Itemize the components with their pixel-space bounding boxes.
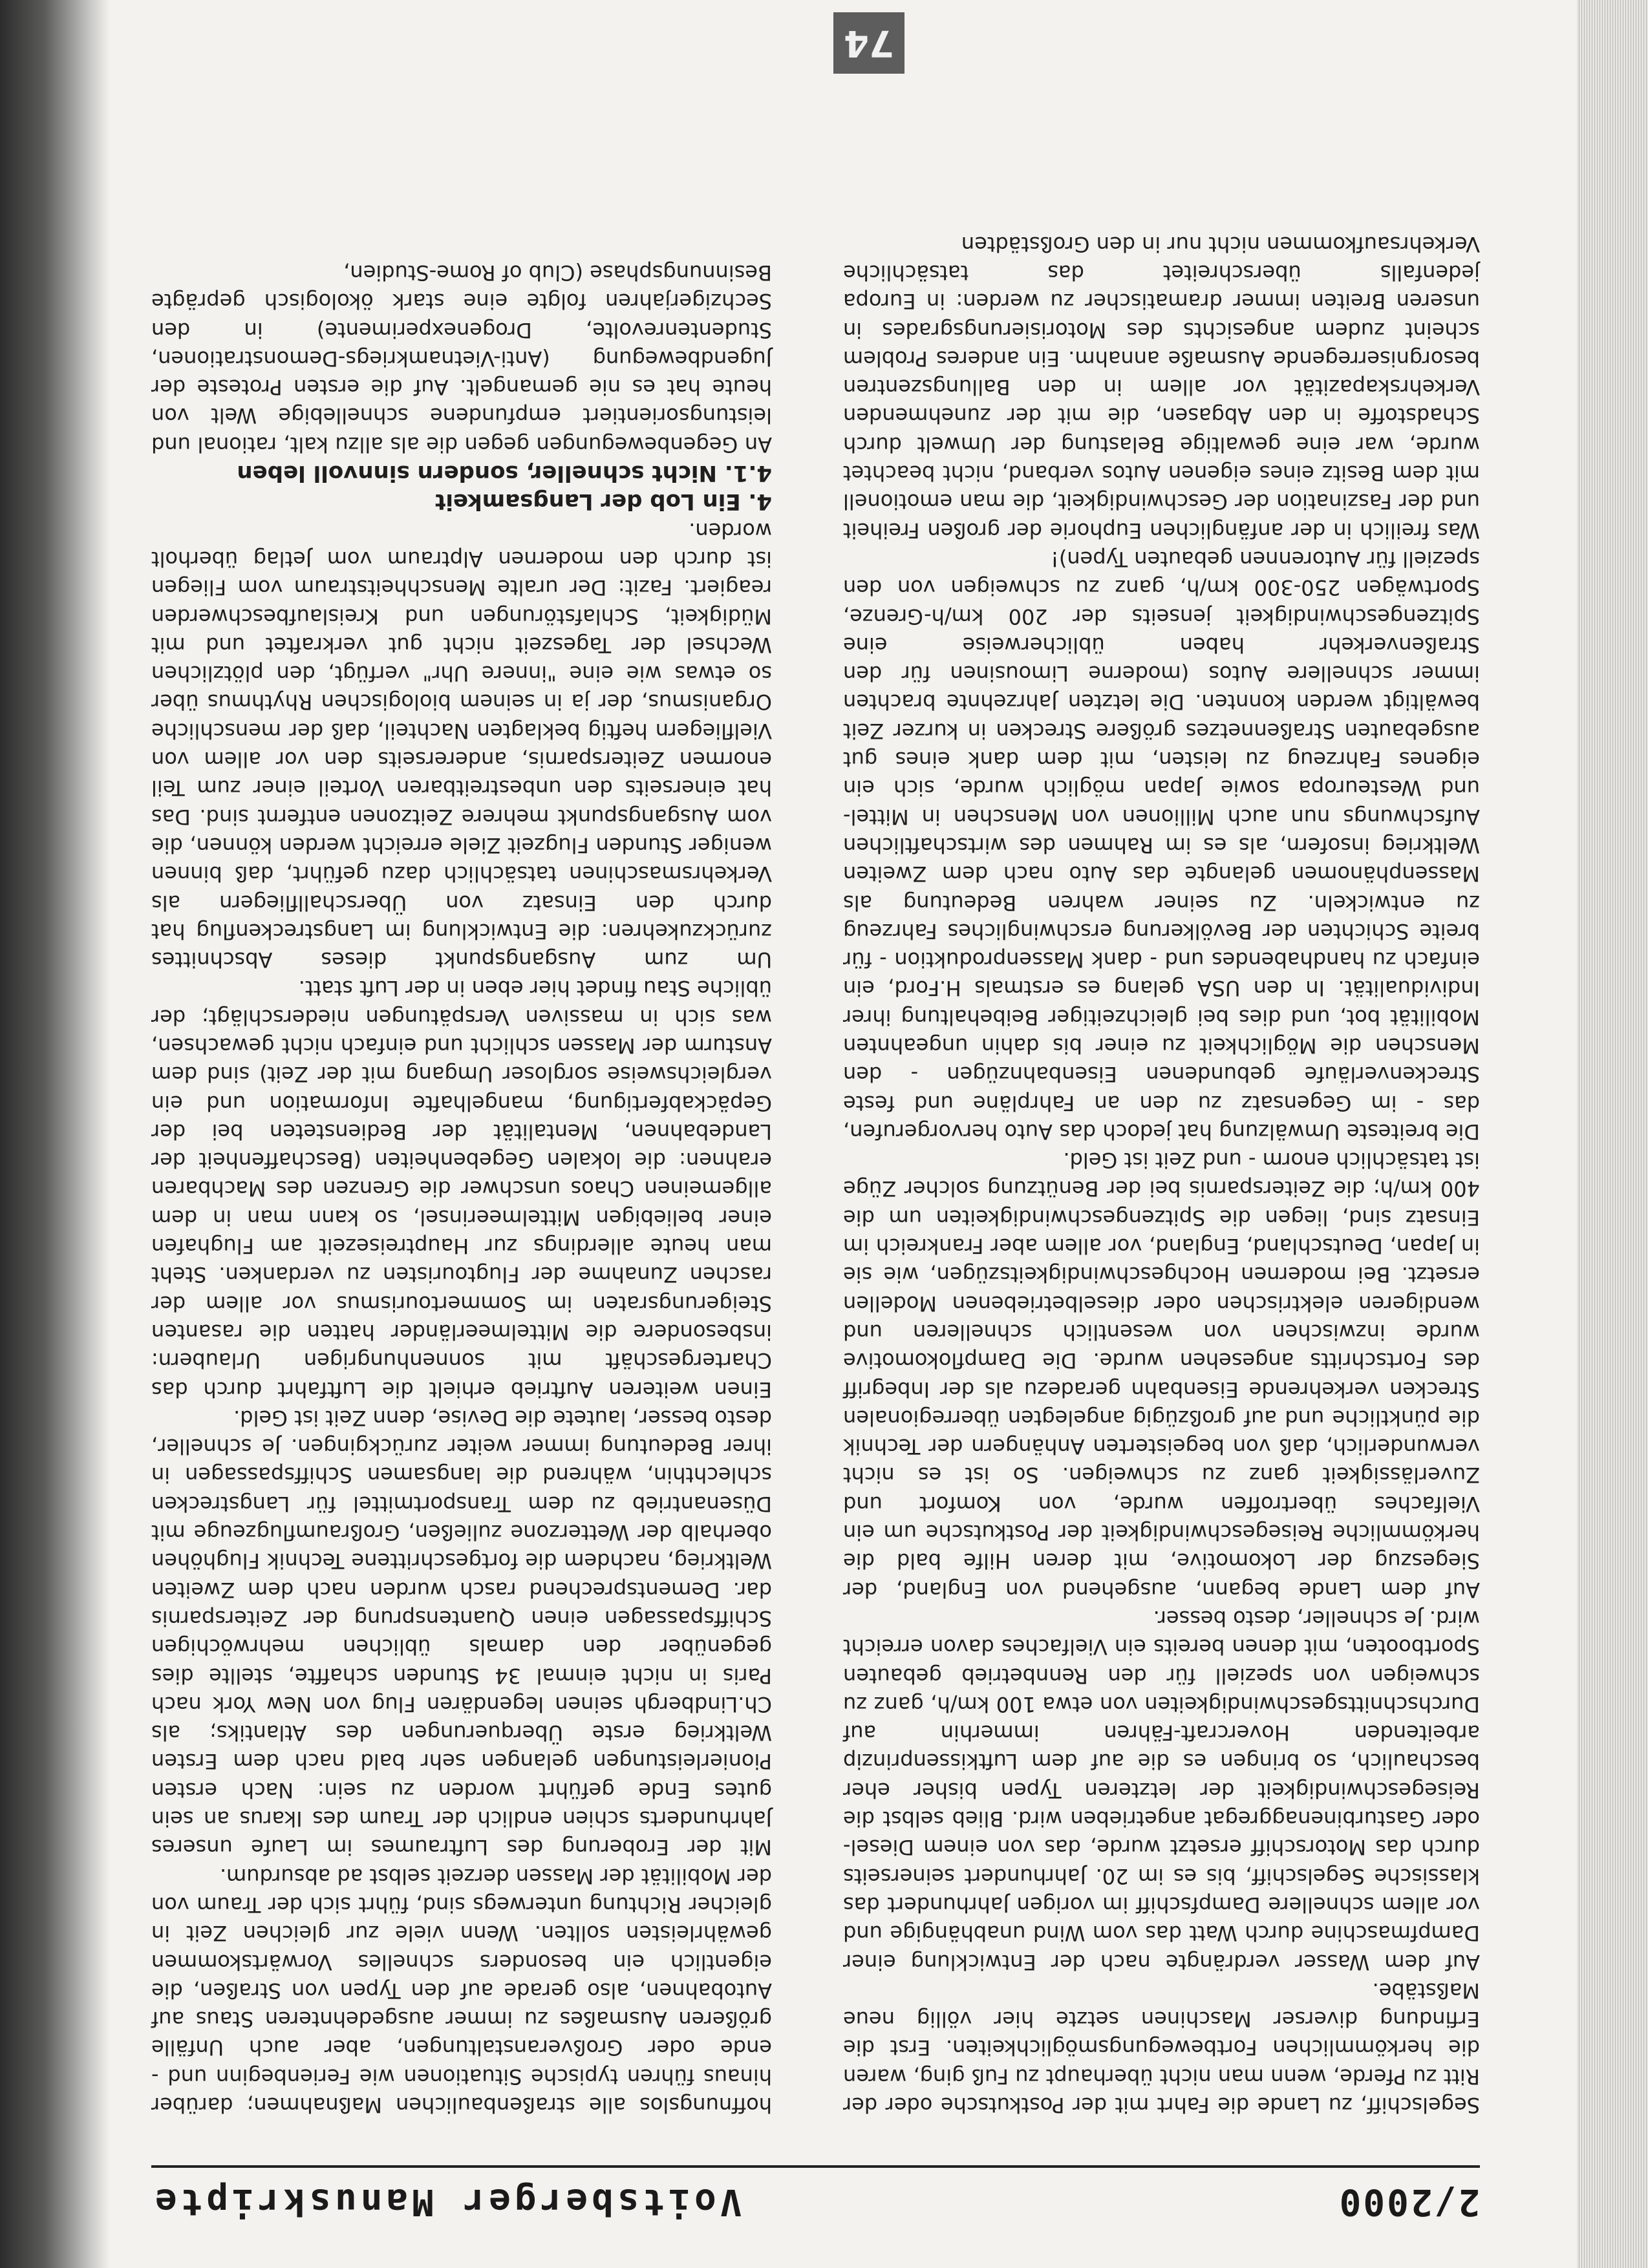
paragraph: An Gegenbewegungen gegen die als allzu kalt, rational und leistungsorientiert empfundene schnellebige Welt von heute hat es nie gemangelt. Auf die ersten Proteste der Jugendbewegung (Anti-Vietnamkriegs-Demonstrationen, Studentenrevolte, Drogenexperimente) in den Sechzigerjahren folgte eine stark ökologisch geprägte Besinnungsphase (Club of Rome-Studien,	[151, 260, 772, 457]
left-column	[843, 229, 1480, 2119]
paragraph: Mit der Eroberung des Luftraumes im Laufe unseres Jahrhunderts schien endlich der Traum des Ikarus an sein gutes Ende geführt worden zu sein: Nach ersten Pionierleistungen gelangen sehr bald nach dem Ersten Weltkrieg erste Überquerungen des Atlantiks; als Ch.Lindbergh seinen legendären Flug von New York nach Paris in nicht einmal 34 Stunden schaffte, stellte dies gegenüber den damals üblichen mehrwöchigen Schiffspassagen einen Quantensprung der Zeitersparnis dar. Dementsprechend rasch wurden nach dem Zweiten Weltkrieg, nachdem die fortgeschrittene Technik Flughöhen oberhalb der Wetterzone zuließen, Großraumflugzeuge mit Düsenantrieb zu dem Transportmittel für Langstrecken schlechthin, während die langsamen Schiffspassagen in ihrer Bedeutung immer weiter zurückgingen. Je schneller, desto besser, lautete die Devise, denn Zeit ist Geld.	[151, 1405, 772, 1860]
right-column	[151, 259, 772, 2119]
paragraph: Um zum Ausgangspunkt dieses Abschnittes zurückzukehren: die Entwicklung im Langstreckenflug hat durch den Einsatz von Überschallfliegern als Verkehrsmaschinen tatsächlich dazu geführt, daß binnen weniger Stunden Flugzeit Ziele erreicht werden können, die vom Ausgangspunkt mehrere Zeitzonen entfernt sind. Das hat einerseits den unbestreitbaren Vorteil einer zum Teil enormen Zeitersparnis, andererseits den vor allem von Vielfliegern heftig beklagten Nachteil, daß der menschliche Organismus, der ja in seinem biologischen Rhythmus über so etwas wie eine "innere Uhr" verfügt, den plötzlichen Wechsel der Tageszeit nicht gut verkraftet und mit Müdigkeit, Schlafstörungen und Kreislaufbeschwerden reagiert. Fazit: Der uralte Menschheitstraum vom Fliegen ist durch den modernen Alptraum vom Jetlag überholt worden.	[151, 518, 772, 973]
subsection-heading: 4.1. Nicht schneller, sondern sinnvoll leben	[237, 460, 772, 487]
printed-page-rotated	[110, 0, 1577, 2268]
paragraph: hoffnungslos alle straßenbaulichen Maßnahmen; darüber hinaus führen typische Situationen wie Ferienbeginn und -ende oder Großveranstaltungen, aber auch Unfälle größeren Ausmaßes zu immer ausgedehnteren Staus auf Autobahnen, also gerade auf den Typen von Straßen, die eigentlich ein besonders schnelles Vorwärtskommen gewährleisten sollten. Wenn viele zur gleichen Zeit in gleicher Richtung unterwegs sind, führt sich der Traum von der Mobilität der Massen derzeit selbst ad absurdum.	[151, 1863, 772, 2117]
paragraph: Auf dem Lande begann, ausgehend von England, der Siegeszug der Lokomotive, mit deren Hilfe bald die herkömmliche Reisegeschwindigkeit der Postkutsche um ein Vielfaches übertroffen wurde, von Komfort und Zuverlässigkeit ganz zu schweigen. So ist es nicht verwunderlich, daß von begeisterten Anhängern der Technik die pünktliche und auf großzügig angelegten überregionalen Strecken verkehrende Eisenbahn geradezu als der Inbegriff des Fortschritts angesehen wurde. Die Dampflokomotive wurde inzwischen von wesentlich schnelleren und wendigeren elektrischen oder dieselbetriebenen Modellen ersetzt. Bei modernen Hochgeschwindigkeitszügen, wie sie in Japan, Deutschland, England, vor allem aber Frankreich im Einsatz sind, liegen die Spitzengeschwindigkeiten um die 400 km/h; die Zeitersparnis bei der Benützung solcher Züge ist tatsächlich enorm - und Zeit ist Geld.	[843, 1148, 1480, 1602]
magazine-title: Voitsberger Manuskripte	[151, 2181, 742, 2223]
paragraph: Einen weiteren Auftrieb erhielt die Luftfahrt durch das Chartergeschäft mit sonnenhungrigen Urlaubern: insbesondere die Mittelmeerländer hatten die rasanten Steigerungsraten im Sommertourismus vor allem der raschen Zunahme der Flugtouristen zu verdanken. Steht man heute allerdings zur Hauptreisezeit am Flughafen einer beliebigen Mittelmeerinsel, so kann man in dem allgemeinen Chaos unschwer die Grenzen des Machbaren erahnen: die lokalen Gegebenheiten (Beschaffenheit der Landebahnen, Mentalität der Bediensteten bei der Gepäckabfertigung, mangelhafte Information und ein vergleichsweise sorgloser Umgang mit der Zeit) sind dem Ansturm der Massen schlicht und einfach nicht gewachsen, was sich in massiven Verspätungen niederschlägt; der übliche Stau findet hier eben in der Luft statt.	[151, 976, 772, 1402]
book-spine-shadow	[0, 0, 110, 2268]
issue-number: 2/2000	[1337, 2181, 1480, 2223]
paragraph: Segelschiff, zu Lande die Fahrt mit der Postkutsche oder der Ritt zu Pferde, wenn man nicht überhaupt zu Fuß ging, waren die herkömmlichen Fortbewegungsmöglichkeiten. Erst die Erfindung diverser Maschinen setzte hier völlig neue Maßstäbe.	[843, 1978, 1480, 2117]
page-stack-edges	[1577, 0, 1648, 2268]
running-header	[151, 2165, 1480, 2239]
paragraph: Auf dem Wasser verdrängte nach der Entwicklung einer Dampfmaschine durch Watt das vom Wind unabhängige und vor allem schnellere Dampfschiff im vorigen Jahrhundert das klassische Segelschiff, bis es im 20. Jahrhundert seinerseits durch das Motorschiff ersetzt wurde, das von einem Diesel- oder Gasturbinenaggregat angetrieben wird. Blieb selbst die Reisegeschwindigkeit der letzteren Typen bisher eher beschaulich, so bringen es die auf dem Luftkissenprinzip arbeitenden Hovercraft-Fähren immerhin auf Durchschnittsgeschwindigkeiten von etwa 100 km/h, ganz zu schweigen von speziell für den Rennbetrieb gebauten Sportbooten, mit denen bereits ein Vielfaches davon erreicht wird. Je schneller, desto besser.	[843, 1606, 1480, 1975]
paragraph: Was freilich in der anfänglichen Euphorie der großen Freiheit und der Faszination der Geschwindigkeit, die man emotionell mit dem Besitz eines eigenen Autos verband, nicht beachtet wurde, war eine gewaltige Belastung der Umwelt durch Schadstoffe in den Abgasen, die mit der zunehmenden Verkehrskapazität vor allem in den Ballungszentren besorgniserregende Ausmaße annahm. Ein anderes Problem scheint zudem angesichts des Motorisierungsgrades in unseren Breiten immer dramatischer zu werden: in Europa jedenfalls überschreitet das tatsächliche Verkehrsaufkommen nicht nur in den Großstädten	[843, 231, 1480, 543]
page-number: 74	[833, 12, 904, 74]
paragraph: Die breiteste Umwälzung hat jedoch das Auto hervorgerufen, das - im Gegensatz zu den an Fahrpläne und feste Streckenverläufe gebundenen Eisenbahnzügen - den Menschen die Möglichkeit zu einer bis dahin ungeahnten Mobilität bot, und dies bei gleichzeitiger Beibehaltung ihrer Individualität. In den USA gelang es erstmals H.Ford, ein einfach zu handhabendes und - dank Massenproduktion - für breite Schichten der Bevölkerung erschwingliches Fahrzeug zu entwickeln. Zu seiner wahren Bedeutung als Massenphänomen gelangte das Auto nach dem Zweiten Weltkrieg insofern, als es im Rahmen des wirtschaftlichen Aufschwungs nun auch Millionen von Menschen in Mittel- und Westeuropa sowie Japan möglich wurde, sich ein eigenes Fahrzeug zu leisten, mit dem dank eines gut ausgebauten Straßennetzes größere Strecken in kurzer Zeit bewältigt werden konnten. Die letzten Jahrzehnte brachten immer schnellere Autos (moderne Limousinen für den Straßenverkehr haben üblicherweise eine Spitzengeschwindigkeit jenseits der 200 km/h-Grenze, Sportwägen 250-300 km/h, ganz zu schweigen von den speziell für Autorennen gebauten Typen)!	[843, 546, 1480, 1144]
section-heading: 4. Ein Lob der Langsamkeit	[435, 489, 772, 515]
